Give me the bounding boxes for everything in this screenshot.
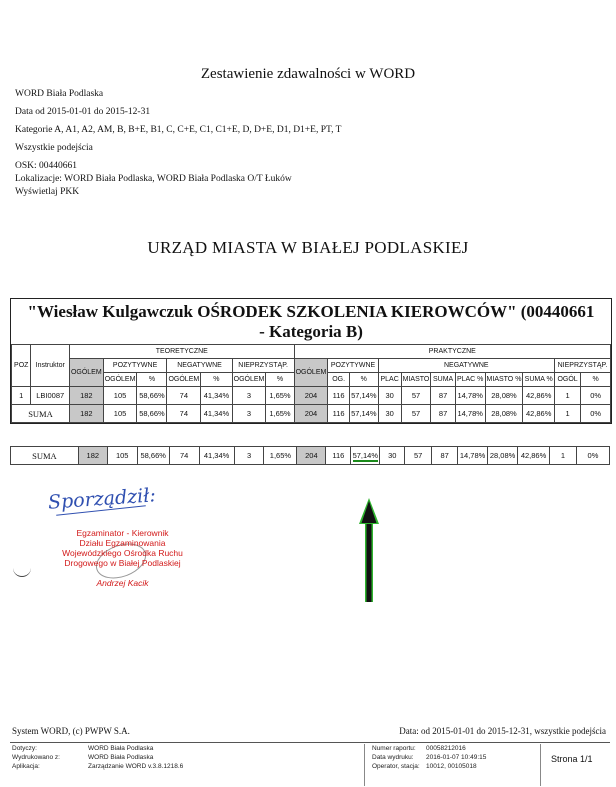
cell-practice-pos-pct: 57,14% [349,387,378,405]
col-theory-total: OGÓLEM [69,359,103,387]
school-report-box [10,298,612,424]
sub-ogol: OGÓL [554,373,580,387]
cell-practice-abs: 1 [554,387,580,405]
stamp-name: Andrzej Kacik [96,578,149,588]
print-info-divider [364,744,365,786]
cell-sum-theory-pos: 105 [103,405,137,423]
sub-miasto-pct: MIASTO % [485,373,523,387]
cell-grand-practice-miasto: 57 [405,447,432,465]
print-label: Aplikacja: [12,763,40,770]
group-practice: PRAKTYCZNE [294,345,610,359]
sub-plac-pct: PLAC % [455,373,485,387]
print-value: Zarządzanie WORD v.3.8.1218.6 [88,763,184,770]
stamp-line: Drogowego w Białej Podlaskiej [64,558,181,568]
cell-grand-theory-neg: 74 [169,447,199,465]
cell-grand-theory-neg-pct: 41,34% [199,447,234,465]
cell-practice-miasto-pct: 28,08% [485,387,523,405]
footer-date-range: Data: od 2015-01-01 do 2015-12-31, wszystkie podejścia [399,726,606,736]
cell-practice-abs-pct: 0% [581,387,611,405]
cell-theory-neg-pct: 41,34% [201,387,232,405]
cell-grand-label: SUMA [11,447,79,465]
cell-grand-practice-suma: 87 [432,447,458,465]
cell-sum-practice-plac-pct: 14,78% [455,405,485,423]
cell-practice-pos: 116 [328,387,350,405]
sub-suma: SUMA [431,373,455,387]
cell-sum-theory-abs-pct: 1,65% [266,405,294,423]
sub-og: OG. [328,373,350,387]
cell-grand-practice-plac: 30 [380,447,405,465]
col-theory-negative: NEGATYWNE [167,359,232,373]
print-info-divider [540,744,541,786]
cell-sum-practice-plac: 30 [378,405,401,423]
col-practice-absent: NIEPRZYSTĄP. [554,359,610,373]
stamp-line: Wojewódzkiego Ośrodka Ruchu [62,548,183,558]
col-practice-total: OGÓLEM [294,359,328,387]
print-label: Wydrukowano z: [12,754,60,761]
sub-miasto: MIASTO [401,373,431,387]
institution-name: URZĄD MIASTA W BIAŁEJ PODLASKIEJ [147,238,469,257]
cell-sum-theory-total: 182 [69,405,103,423]
cell-practice-suma-pct: 42,86% [523,387,554,405]
cell-sum-practice-suma-pct: 42,86% [523,405,554,423]
cell-sum-practice-total: 204 [294,405,328,423]
cell-sum-practice-suma: 87 [431,405,455,423]
footer-system: System WORD, (c) PWPW S.A. [12,726,130,736]
cell-grand-practice-pos-pct [351,447,380,465]
cell-grand-theory-pos-pct: 58,66% [137,447,169,465]
print-label: Operator, stacja: [372,763,420,770]
cell-practice-suma: 87 [431,387,455,405]
cell-sum-theory-neg-pct: 41,34% [201,405,232,423]
sub-pct: % [137,373,167,387]
group-theory: TEORETYCZNE [69,345,294,359]
sub-ogolem: OGÓLEM [103,373,137,387]
table-sum-row [12,405,611,423]
cell-sum-label: SUMA [12,405,70,423]
cell-grand-practice-plac-pct: 14,78% [458,447,488,465]
print-label: Dotyczy: [12,745,37,752]
cell-sum-theory-neg: 74 [167,405,201,423]
meta-line: Lokalizacje: WORD Biała Podlaska, WORD Biała Podlaska O/T Łuków [15,174,292,184]
report-title: Zestawienie zdawalności w WORD [200,66,416,82]
sub-pct: % [266,373,294,387]
cell-grand-theory-abs: 3 [234,447,264,465]
meta-line: Wyświetlaj PKK [15,187,80,197]
cell-grand-practice-abs: 1 [550,447,577,465]
margin-mark [13,568,31,577]
cell-poz: 1 [12,387,31,405]
cell-grand-practice-abs-pct: 0% [576,447,609,465]
page-number: Strona 1/1 [551,754,593,764]
meta-line: Wszystkie podejścia [15,143,93,153]
print-value: 00058212016 [426,745,466,752]
sub-plac: PLAC [378,373,401,387]
stamp-line: Egzaminator - Kierownik [76,528,169,538]
cell-sum-theory-abs: 3 [232,405,266,423]
cell-grand-practice-pos: 116 [326,447,351,465]
school-title-line1: "Wiesław Kulgawczuk OŚRODEK SZKOLENIA KIEROWCÓW" (00440661 [27,302,595,321]
cell-sum-practice-abs-pct: 0% [581,405,611,423]
sub-pct: % [581,373,611,387]
results-table [11,344,611,423]
school-title-line2: - Kategoria B) [259,322,363,341]
arrow-up-icon [355,496,385,602]
grand-total [10,446,610,465]
sub-pct: % [201,373,232,387]
print-value: 10012, 00105018 [426,763,477,770]
cell-practice-total: 204 [294,387,328,405]
cell-practice-miasto: 57 [401,387,431,405]
meta-line: Kategorie A, A1, A2, AM, B, B+E, B1, C, C+E, C1, C1+E, D, D+E, D1, D1+E, PT, T [15,125,342,135]
table-grand-total-row [11,447,610,465]
meta-line: WORD Biała Podlaska [15,89,104,99]
school-title [11,299,611,344]
meta-line: Data od 2015-01-01 do 2015-12-31 [15,107,151,117]
cell-practice-plac-pct: 14,78% [455,387,485,405]
col-practice-negative: NEGATYWNE [378,359,554,373]
cell-instructor: LBI0087 [31,387,69,405]
col-instruktor: Instruktor [31,345,69,387]
sub-suma-pct: SUMA % [523,373,554,387]
cell-sum-practice-miasto: 57 [401,405,431,423]
print-value: 2016-01-07 10:49:15 [426,754,487,761]
sub-ogolem: OGÓLEM [167,373,201,387]
highlighted-pass-rate: 57,14% [352,451,379,460]
meta-line: OSK: 00440661 [15,161,78,171]
cell-theory-pos-pct: 58,66% [137,387,167,405]
cell-grand-practice-suma-pct: 42,86% [518,447,550,465]
print-label: Data wydruku: [372,754,414,761]
cell-grand-theory-total: 182 [78,447,107,465]
cell-grand-practice-total: 204 [297,447,326,465]
cell-theory-abs-pct: 1,65% [266,387,294,405]
cell-grand-practice-miasto-pct: 28,08% [488,447,518,465]
table-row [12,387,611,405]
print-value: WORD Biała Podlaska [88,754,154,761]
footer-divider [10,742,610,743]
report-meta [15,88,341,199]
grand-total-table [10,446,610,465]
sub-pct: % [349,373,378,387]
cell-sum-practice-miasto-pct: 28,08% [485,405,523,423]
print-value: WORD Biała Podlaska [88,745,154,752]
print-label: Numer raportu: [372,745,416,752]
cell-sum-practice-pos-pct: 57,14% [349,405,378,423]
official-stamp [40,528,205,588]
cell-practice-plac: 30 [378,387,401,405]
sub-ogolem: OGÓLEM [232,373,266,387]
col-theory-positive: POZYTYWNE [103,359,167,373]
col-practice-positive: POZYTYWNE [328,359,378,373]
col-theory-absent: NIEPRZYSTĄP. [232,359,294,373]
cell-theory-pos: 105 [103,387,137,405]
handwritten-signature: Sporządził: [47,484,157,514]
cell-grand-theory-pos: 105 [107,447,137,465]
cell-sum-practice-abs: 1 [554,405,580,423]
stamp-line: Działu Egzaminowania [79,538,166,548]
cell-theory-neg: 74 [167,387,201,405]
cell-theory-abs: 3 [232,387,266,405]
cell-sum-theory-pos-pct: 58,66% [137,405,167,423]
cell-sum-practice-pos: 116 [328,405,350,423]
cell-grand-theory-abs-pct: 1,65% [264,447,297,465]
cell-theory-total: 182 [69,387,103,405]
col-poz: POZ [12,345,31,387]
